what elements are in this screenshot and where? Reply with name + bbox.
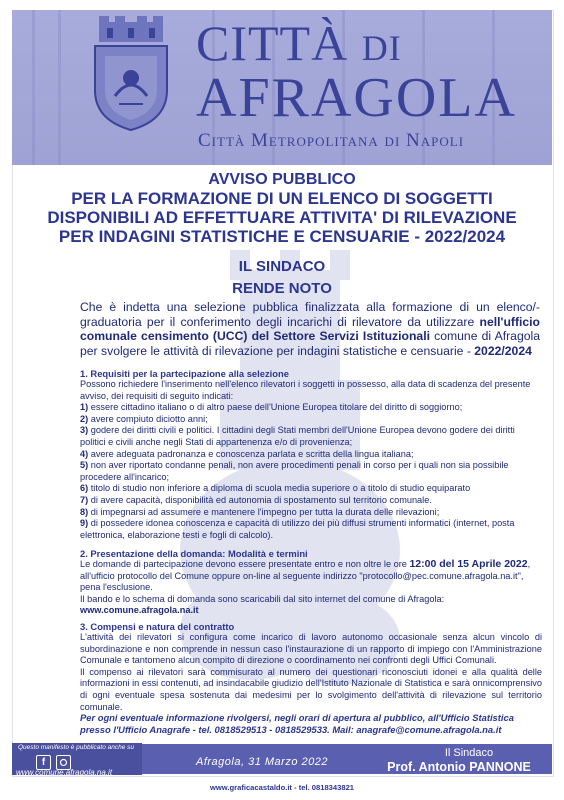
website-link[interactable]: www.comune.afragola.na.it [80, 605, 199, 616]
city-name-afragola: AFRAGOLA [196, 67, 517, 129]
signature-title: Il Sindaco [444, 747, 494, 759]
printer-credit: www.graficacastaldo.it - tel. 0818343821 [209, 783, 355, 792]
section-title: 3. Compensi e natura del contratto [80, 621, 235, 632]
contact-note: Per ogni eventuale informazione rivolgersi, negli orari di apertura al pubblico, all'Ufficio Statistica presso l'Ufficio Anagrafe - tel. 0818529513 - 0818529533. Mail: anagrafe@comune.afragola.na.it [80, 712, 514, 735]
header-stripe [58, 10, 61, 165]
notice-subtitle-line3: PER INDAGINI STATISTICHE E CENSUARIE - 2022/2024 [58, 227, 506, 246]
notice-subtitle-line1: PER LA FORMAZIONE DI UN ELENCO DI SOGGETTI [71, 189, 493, 208]
il-sindaco-heading: IL SINDACO [238, 258, 326, 275]
requirement-item: 8) di impegnarsi ad assumere e mantenere l'impegno per tutta la durata delle rilevazioni; [80, 506, 440, 517]
facebook-icon[interactable]: f [36, 755, 51, 770]
requirement-item: 4) avere adeguata padronanza e conoscenza parlata e scritta della lingua italiana; [80, 448, 414, 459]
requirement-item: 3) godere dei diritti civili e politici. I cittadini degli Stati membri dell'Unione Europea devono godere dei diritti politici e civili anche negli Stati di appartenenza e/o di provenienza; [80, 425, 515, 447]
header-stripe [32, 10, 35, 165]
notice-subtitle-line2: DISPONIBILI AD EFFETTUARE ATTIVITA' DI RILEVAZIONE [47, 208, 517, 227]
metro-subtitle: Città Metropolitana di Napoli [198, 130, 465, 151]
published-on-label: Questo manifesto è pubblicato anche su [18, 744, 134, 751]
requirements-list [80, 402, 542, 541]
section-title: 2. Presentazione della domanda: Modalità e termini [80, 548, 308, 559]
mayor-name: Prof. Antonio PANNONE [387, 760, 531, 774]
section-lead: Possono richiedere l'inserimento nell'elenco rilevatori i soggetti in possesso, alla data di scadenza del presente avviso, dei requisiti di seguito indicati: [80, 379, 531, 401]
rende-noto-heading: RENDE NOTO [232, 280, 332, 297]
section-title: 1. Requisiti per la partecipazione alla selezione [80, 368, 289, 379]
deadline: 12:00 del 15 Aprile 2022 [409, 558, 528, 570]
compensation-text-1: L'attività dei rilevatori si configura come incarico di lavoro autonomo occasionale senza alcun vincolo di subordinazione e non comprende in nessun caso l'instaurazione di un rapporto di impiego con l'Amministrazione Comunale e tantomeno alcun compito di direzione o coordinamento nei confronti degli Uffici Comunali. [80, 632, 542, 666]
city-name-citta: CITTÀ DI [196, 15, 402, 71]
download-text: Il bando e lo schema di domanda sono scaricabili dal sito internet del comune di Afragola: www.comune.afragola.na.it [80, 593, 445, 616]
footer-website[interactable]: www.comune.afragola.na.it [16, 768, 113, 777]
city-crest-icon [85, 12, 177, 132]
requirement-item: 9) di possedere idonea conoscenza e capacità di utilizzo dei più diffusi strumenti informatici (internet, posta elettronica, elaborazione testi e fogli di calcolo). [80, 518, 515, 540]
intro-paragraph: Che è indetta una selezione pubblica finalizzata alla formazione di un elenco/-graduatoria per il conferimento degli incarichi di rilevatore da utilizzare nell'ufficio comunale censimento (UCC) del Settore Servizi Istituzionali comune di Afragola per svolgere le attività di rilevazione per indagini statistiche e censuarie - 2022/2024 [80, 300, 540, 358]
compensation-text-2: Il compenso ai rilevatori sarà commisurato al numero dei questionari riconosciuti idonei e alla qualità delle informazioni in essi contenuti, ad insindacabile giudizio dell'Istituto Nazionale di Statistica e sarà onnicomprensivo di ogni eventuale spesa sostenuta dai medesimi per lo svolgimento dell'attività di rilevazione sul territorio comunale. [80, 666, 542, 712]
requirement-item: 2) avere compiuto diciotto anni; [80, 413, 208, 424]
notice-title: AVVISO PUBBLICO [208, 171, 356, 188]
section-application [80, 548, 542, 617]
requirement-item: 7) di avere capacità, disponibilità ed autonomia di spostamento sul territorio comunale. [80, 494, 432, 505]
application-text: Le domande di partecipazione devono essere presentate entro e non oltre le ore 12:00 del 15 Aprile 2022, all'ufficio protocollo del Comune oppure on-line al seguente indirizzo "protocollo@pec.comune.afragola.na.it", pena l'esclusione. [80, 558, 531, 593]
publish-date: Afragola, 31 Marzo 2022 [196, 756, 328, 768]
requirement-item: 6) titolo di studio non inferiore a diploma di scuola media superiore o a titolo di studio equiparato [80, 483, 471, 494]
section-requirements [80, 368, 542, 541]
section-compensation [80, 621, 542, 713]
requirement-item: 1) essere cittadino italiano o di altro paese dell'Unione Europea titolare del diritto di soggiorno; [80, 402, 463, 413]
requirement-item: 5) non aver riportato condanne penali, non avere procedimenti penali in corso per i quali non sia possibile procedere all'incarico; [80, 460, 509, 482]
